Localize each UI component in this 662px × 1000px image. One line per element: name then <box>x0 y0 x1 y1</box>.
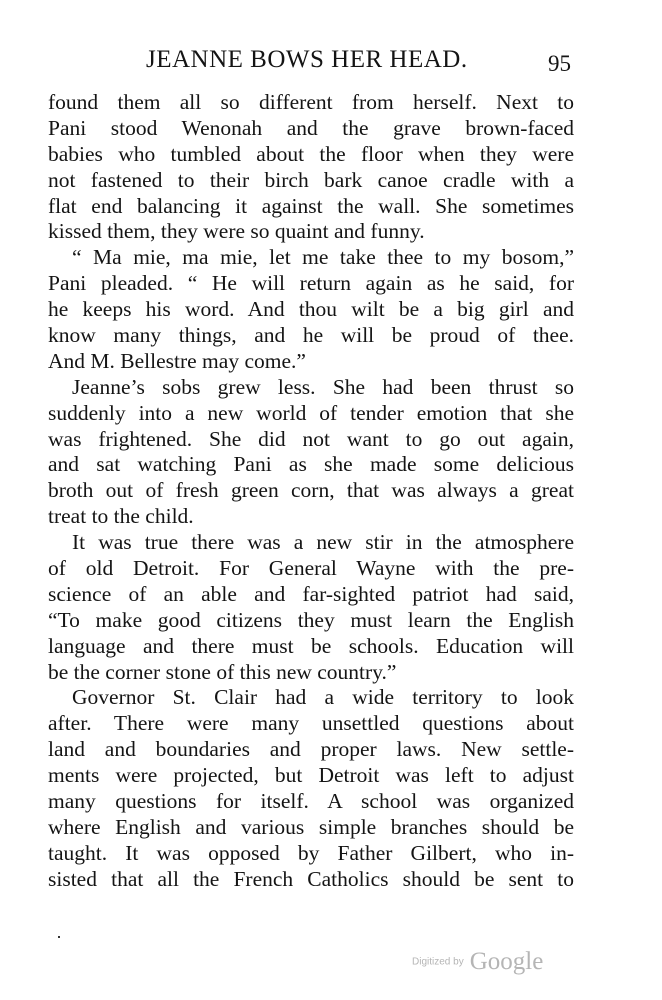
text-line: treat to the child. <box>48 504 194 529</box>
text-line: sisted that all the French Catholics should be sent to <box>48 866 574 891</box>
text-line: Jeanne’s sobs grew less. She had been thrust so <box>72 374 574 399</box>
digitized-label: Digitized by <box>412 956 464 968</box>
running-head <box>0 44 662 76</box>
text-line: flat end balancing it against the wall. She sometimes <box>48 193 574 218</box>
text-line: was frightened. She did not want to go out again, <box>48 426 574 451</box>
text-line: Governor St. Clair had a wide territory to look <box>72 685 574 710</box>
text-line: science of an able and far-sighted patriot had said, <box>48 581 574 606</box>
text-line: kissed them, they were so quaint and funny. <box>48 219 425 244</box>
text-line: Pani stood Wenonah and the grave brown-faced <box>48 115 574 140</box>
text-line: “To make good citizens they must learn the English <box>48 607 574 632</box>
text-line: he keeps his word. And thou wilt be a big girl and <box>48 297 574 322</box>
running-title: JEANNE BOWS HER HEAD. <box>146 46 468 73</box>
stray-ink-mark <box>58 936 60 938</box>
text-line: after. There were many unsettled questions about <box>48 711 574 736</box>
text-line: be the corner stone of this new country.” <box>48 659 397 684</box>
text-line: And M. Bellestre may come.” <box>48 348 306 373</box>
text-line: Pani pleaded. “ He will return again as he said, for <box>48 271 574 296</box>
text-line: of old Detroit. For General Wayne with the pre- <box>48 556 574 581</box>
body-text <box>48 90 574 893</box>
text-line: not fastened to their birch bark canoe cradle with a <box>48 167 574 192</box>
text-line: know many things, and he will be proud of thee. <box>48 323 574 348</box>
page-number: 95 <box>548 51 571 76</box>
text-line: It was true there was a new stir in the atmosphere <box>72 530 574 555</box>
text-line: language and there must be schools. Education will <box>48 633 574 658</box>
text-line: and sat watching Pani as she made some delicious <box>48 452 574 477</box>
text-line: many questions for itself. A school was organized <box>48 789 574 814</box>
text-line: “ Ma mie, ma mie, let me take thee to my bosom,” <box>72 245 574 270</box>
digitized-brand: Google <box>469 948 544 975</box>
digitized-watermark <box>412 948 543 976</box>
text-line: ments were projected, but Detroit was left to adjust <box>48 763 574 788</box>
text-line: babies who tumbled about the floor when they were <box>48 141 574 166</box>
text-line: broth out of fresh green corn, that was always a great <box>48 478 574 503</box>
text-line: land and boundaries and proper laws. New settle- <box>48 737 574 762</box>
text-line: where English and various simple branches should be <box>48 814 574 839</box>
text-line: taught. It was opposed by Father Gilbert, who in- <box>48 840 574 865</box>
text-line: found them all so different from herself. Next to <box>48 90 574 114</box>
text-line: suddenly into a new world of tender emotion that she <box>48 400 574 425</box>
